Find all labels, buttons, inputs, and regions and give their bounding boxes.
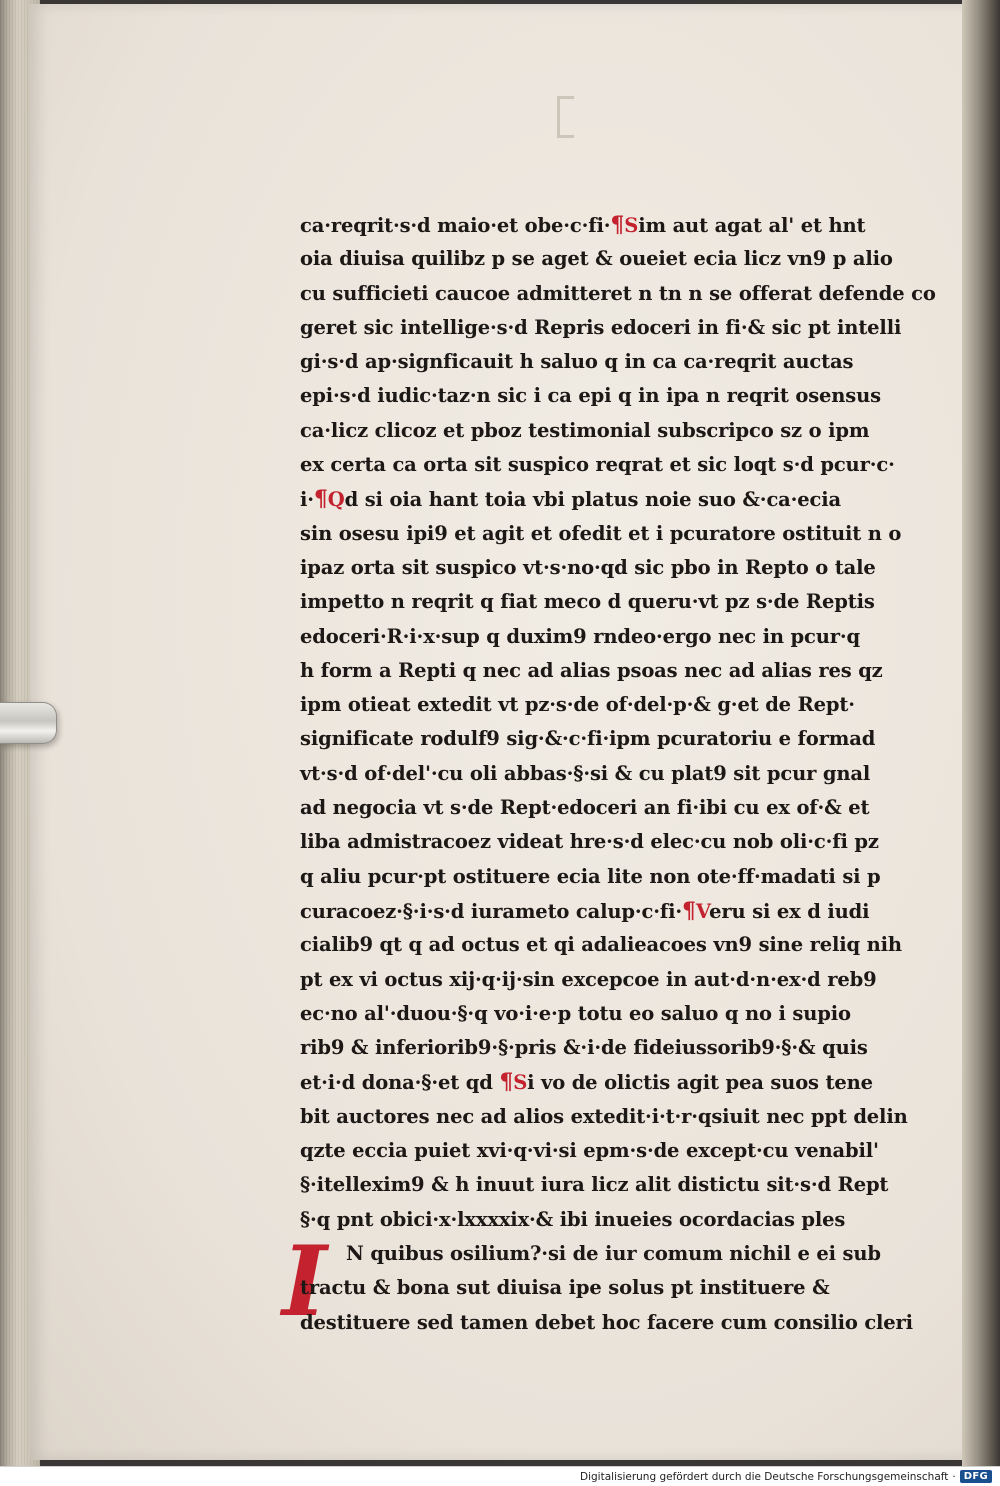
text-line (300, 345, 880, 379)
text-line (300, 757, 880, 791)
line-text: rib9 & inferiorib9·§·pris &·i·de fideiussorib9·§·& quis (300, 1036, 868, 1060)
text-line (300, 551, 880, 585)
text-line (300, 448, 895, 482)
line-text: ca·licz clicoz et pboz testimonial subscripco sz o ipm (300, 418, 870, 442)
line-text: gi·s·d ap·signficauit h saluo q in ca ca·reqrit auctas (300, 350, 854, 374)
line-text: liba admistracoez videat hre·s·d elec·cu nob oli·c·fi pz (300, 830, 879, 854)
dfg-logo: DFG (960, 1470, 992, 1483)
line-text-after: d si oia hant toia vbi platus noie suo &·ca·ecia (344, 488, 842, 512)
text-line (300, 894, 880, 928)
line-text: geret sic intellige·s·d Repris edoceri in fi·& sic pt intelli (300, 315, 902, 339)
text-line (300, 928, 902, 962)
line-text: epi·s·d iudic·taz·n sic i ca epi q in ipa n reqrit osensus (300, 384, 881, 408)
rubricated-initial: S (513, 1071, 528, 1095)
text-line (300, 585, 880, 619)
rubricated-initial: Q (327, 488, 345, 512)
line-text: oia diuisa quilibz p se aget & oueiet ecia licz vn9 p alio (300, 247, 893, 271)
text-line (300, 208, 880, 242)
digitization-footer (0, 1466, 1000, 1486)
text-line (300, 722, 880, 756)
text-line (300, 1306, 913, 1340)
line-text-after: im aut agat al' et hnt (638, 214, 866, 237)
page-clip (0, 702, 57, 744)
text-line (300, 242, 893, 276)
line-text: sin osesu ipi9 et agit et ofedit et i pcuratore ostituit n o (300, 521, 902, 545)
text-line (300, 517, 902, 551)
line-text: §·itellexim9 & h inuut iura licz alit distictu sit·s·d Rept (300, 1173, 889, 1197)
line-text: cu sufficieti caucoe admitteret n tn n se offerat defende co (300, 281, 936, 305)
line-text: ad negocia vt s·de Rept·edoceri an fi·ibi cu ex of·& et (300, 796, 870, 820)
text-line (300, 1134, 880, 1168)
paragraph-mark: ¶ (313, 486, 328, 513)
line-text-before: i· (300, 488, 314, 512)
line-text: ec·no al'·duou·§·q vo·i·e·p totu eo saluo q no i supio (300, 1001, 851, 1025)
line-text-before: ca·reqrit·s·d maio·et obe·c·fi· (300, 214, 611, 237)
line-text: ipaz orta sit suspico vt·s·no·qd sic pbo in Repto o tale (300, 555, 876, 579)
line-text: impetto n reqrit q fiat meco d queru·vt pz s·de Reptis (300, 590, 875, 614)
line-text: N quibus osilium?·si de iur comum nichil e ei sub (346, 1241, 881, 1265)
line-text: qzte eccia puiet xvi·q·vi·si epm·s·de except·cu venabil' (300, 1139, 879, 1163)
text-line (300, 654, 883, 688)
text-line (300, 620, 880, 654)
line-text-after: eru si ex d iudi (709, 899, 870, 923)
text-line (300, 688, 880, 722)
paragraph-mark: ¶ (499, 1069, 514, 1096)
text-line (300, 997, 880, 1031)
line-text: ex certa ca orta sit suspico reqrat et sic loqt s·d pcur·c· (300, 453, 895, 477)
text-line (300, 1100, 908, 1134)
text-line (300, 1203, 880, 1237)
footer-separator: · (952, 1470, 956, 1483)
line-text: edoceri·R·i·x·sup q duxim9 rndeo·ergo nec in pcur·q (300, 624, 860, 648)
text-line (300, 379, 880, 413)
line-text: ipm otieat extedit vt pz·s·de of·del·p·& g·et de Rept· (300, 693, 855, 717)
rubricated-initial: S (624, 214, 639, 237)
text-line (300, 277, 936, 311)
line-text: cialib9 qt q ad octus et qi adalieacoes vn9 sine reliq nih (300, 933, 902, 957)
line-text: pt ex vi octus xij·q·ij·sin excepcoe in aut·d·n·ex·d reb9 (300, 967, 877, 991)
text-line (300, 482, 880, 516)
rubricated-initial: V (695, 899, 710, 923)
decorated-initial: I (282, 1224, 327, 1338)
line-text-before: curacoez·§·i·s·d iurameto calup·c·fi· (300, 899, 683, 923)
line-text-before: et·i·d dona·§·et qd (300, 1071, 500, 1095)
line-text: vt·s·d of·del'·cu oli abbas·§·si & cu plat9 sit pcur gnal (300, 761, 871, 785)
paragraph-mark: ¶ (682, 897, 696, 924)
faint-bracket-mark (557, 96, 574, 138)
text-line (300, 791, 880, 825)
text-line (300, 1031, 880, 1065)
text-line (300, 1271, 880, 1305)
text-line (300, 860, 880, 894)
line-text-after: i vo de olictis agit pea suos tene (527, 1071, 873, 1095)
footer-credit: Digitalisierung gefördert durch die Deutsche Forschungsgemeinschaft (580, 1470, 949, 1483)
book-spine-shadow (962, 0, 1000, 1466)
text-line (300, 963, 880, 997)
line-text: destituere sed tamen debet hoc facere cum consilio cleri (300, 1310, 913, 1334)
line-text: q aliu pcur·pt ostituere ecia lite non ote·ff·madati si p (300, 864, 881, 888)
line-text: bit auctores nec ad alios extedit·i·t·r·qsiuit nec ppt delin (300, 1104, 908, 1128)
line-text: h form a Repti q nec ad alias psoas nec ad alias res qz (300, 658, 883, 682)
text-line (300, 1065, 880, 1099)
text-column (282, 208, 936, 1340)
line-text: §·q pnt obici·x·lxxxxix·& ibi inueies ocordacias ples (300, 1207, 846, 1231)
paragraph-mark: ¶ (610, 212, 625, 238)
line-text: tractu & bona sut diuisa ipe solus pt instituere & (300, 1276, 830, 1300)
text-line (300, 414, 880, 448)
text-line (300, 1168, 889, 1202)
text-line (300, 825, 880, 859)
text-line (300, 311, 902, 345)
line-text: significate rodulf9 sig·&·c·fi·ipm pcuratoriu e formad (300, 727, 876, 751)
